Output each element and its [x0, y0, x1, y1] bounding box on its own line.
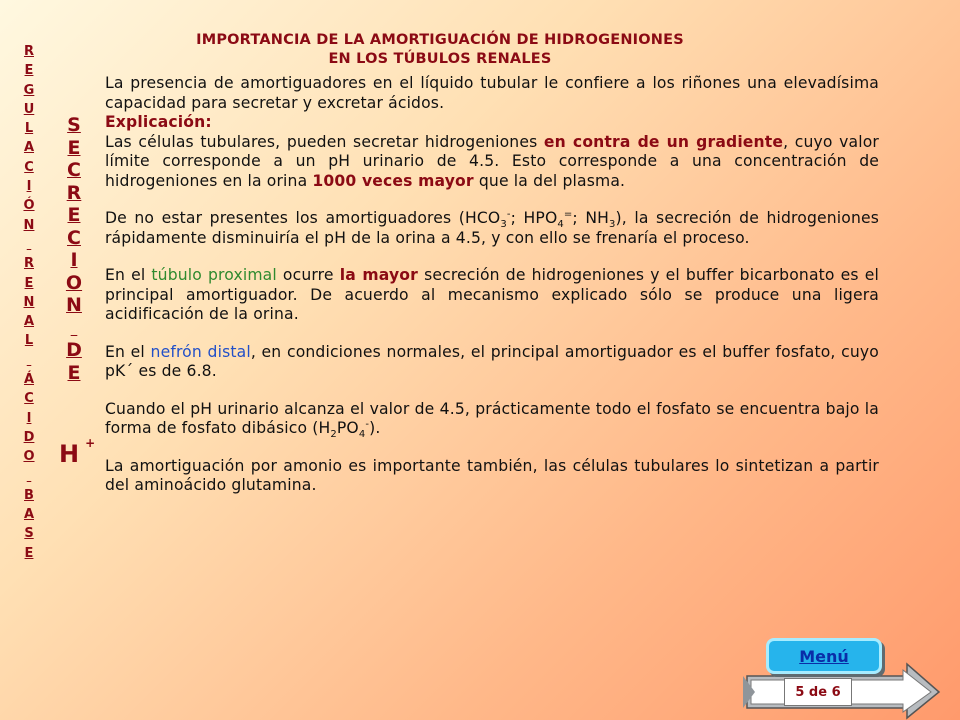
highlight-span: en contra de un gradiente: [543, 132, 784, 151]
secrecion-letter: C: [67, 159, 81, 181]
regulacion-letter: L: [24, 333, 34, 349]
secrecion-letter: E: [67, 361, 81, 384]
ammonium-paragraph: La amortiguación por amonio es importante también, las células tubulares lo sintetizan a partir del aminoácido glutamina.: [105, 456, 879, 494]
regulacion-letter: A: [23, 140, 35, 156]
subscript: 4: [358, 429, 366, 441]
regulacion-letter: [18, 235, 40, 254]
text-span: En el: [105, 266, 152, 284]
text-span: ; NH: [572, 209, 610, 227]
secrecion-letter: R: [66, 181, 82, 204]
text-span: que la del plasma.: [473, 171, 626, 190]
text-span: secreción de hidrogeniones y el buffer bicarbonato es el principal amortiguador. De acuerdo al mecanismo explicado sólo se produce una ligera acidificación de la orina.: [105, 266, 879, 323]
subscript: 4: [557, 219, 564, 231]
proximal-term: túbulo proximal: [151, 266, 277, 284]
distal-paragraph: [105, 343, 879, 382]
superscript: =: [563, 208, 573, 220]
regulacion-letter: D: [23, 429, 35, 445]
menu-button-label: Menú: [799, 646, 849, 666]
regulacion-letter: R: [23, 44, 34, 59]
regulacion-letter: N: [23, 294, 35, 310]
subscript: 3: [609, 219, 616, 231]
main-content: [105, 74, 879, 496]
regulacion-letter: A: [23, 507, 35, 523]
text-span: Cuando el pH urinario alcanza el valor de 4.5, prácticamente todo el fosfato se encuentra bajo la forma de fosfato dibásico (H: [105, 399, 879, 437]
secrecion-letter: E: [67, 204, 81, 226]
title-line-1: IMPORTANCIA DE LA AMORTIGUACIÓN DE HIDROGENIONES: [196, 32, 684, 48]
regulacion-letter: R: [23, 256, 34, 272]
text-span: ocurre: [276, 266, 340, 284]
h-plus-base: H: [59, 440, 80, 468]
superscript: -: [506, 208, 511, 220]
title-line-2: EN LOS TÚBULOS RENALES: [328, 51, 552, 67]
slide-title: [100, 31, 780, 69]
subscript: 3: [500, 219, 507, 231]
secrecion-letter: O: [65, 271, 83, 294]
regulacion-letter: I: [26, 410, 32, 426]
secrecion-letter: E: [67, 136, 81, 159]
regulacion-letter: Ó: [23, 198, 35, 214]
text-span: ; HPO: [510, 209, 558, 227]
subscript: 2: [330, 429, 337, 441]
secrecion-letter: N: [66, 294, 82, 316]
secrecion-letter: S: [67, 114, 81, 136]
vertical-label-secrecion: [60, 114, 88, 384]
regulacion-letter: B: [24, 487, 34, 503]
h-plus-charge: +: [85, 436, 96, 450]
buffers-paragraph: [105, 209, 879, 248]
text-span: En el: [105, 342, 151, 361]
menu-button[interactable]: [766, 638, 882, 674]
regulacion-letter: C: [24, 159, 34, 175]
regulacion-letter: I: [26, 179, 32, 195]
text-span: , en condiciones normales, el principal amortiguador es el buffer fosfato, cuyo pK´ es de 6.8.: [105, 342, 879, 380]
secrecion-letter: C: [67, 226, 81, 249]
regulacion-letter: Á: [23, 372, 35, 388]
regulacion-letter: N: [23, 217, 35, 233]
proximal-paragraph: [105, 266, 879, 325]
regulacion-letter: [18, 351, 40, 370]
explicacion-label: Explicación:: [105, 113, 212, 131]
phosphate-paragraph: [105, 400, 879, 439]
text-span: ).: [369, 419, 381, 437]
regulacion-letter: [18, 467, 40, 486]
secrecion-letter: [60, 317, 88, 340]
regulacion-letter: E: [24, 545, 34, 561]
regulacion-letter: U: [23, 101, 35, 117]
text-span: Las células tubulares, pueden secretar hidrogeniones: [105, 132, 544, 151]
text-span: ), la secreción de hidrogeniones rápidamente disminuiría el pH de la orina a 4.5, y con ello se frenaría el proceso.: [105, 209, 879, 247]
secrecion-letter: D: [66, 339, 82, 361]
highlight-span: 1000 veces mayor: [312, 171, 474, 190]
regulacion-letter: E: [24, 63, 34, 79]
gradient-paragraph: [105, 133, 879, 192]
superscript: -: [365, 418, 370, 430]
regulacion-letter: O: [23, 449, 35, 465]
regulacion-letter: G: [23, 82, 35, 98]
regulacion-letter: S: [24, 526, 34, 542]
text-span: , cuyo valor límite corresponde a un pH urinario de 4.5. Esto corresponde a una concentración de hidrogeniones en la orina: [105, 132, 879, 190]
regulacion-letter: C: [24, 391, 34, 407]
vertical-label-regulacion: [18, 42, 40, 563]
distal-term: nefrón distal: [150, 342, 251, 361]
text-span: De no estar presentes los amortiguadores (HCO: [105, 209, 501, 227]
page-indicator: 5 de 6: [784, 678, 852, 706]
h-plus-label: [59, 436, 96, 468]
regulacion-letter: A: [23, 314, 35, 330]
highlight-span: la mayor: [339, 266, 419, 284]
regulacion-letter: E: [24, 275, 34, 291]
text-span: PO: [336, 419, 359, 437]
secrecion-letter: I: [70, 249, 78, 271]
intro-paragraph: La presencia de amortiguadores en el líquido tubular le confiere a los riñones una elevadísima capacidad para secretar y excretar ácidos.: [105, 74, 879, 112]
regulacion-letter: L: [24, 121, 34, 137]
